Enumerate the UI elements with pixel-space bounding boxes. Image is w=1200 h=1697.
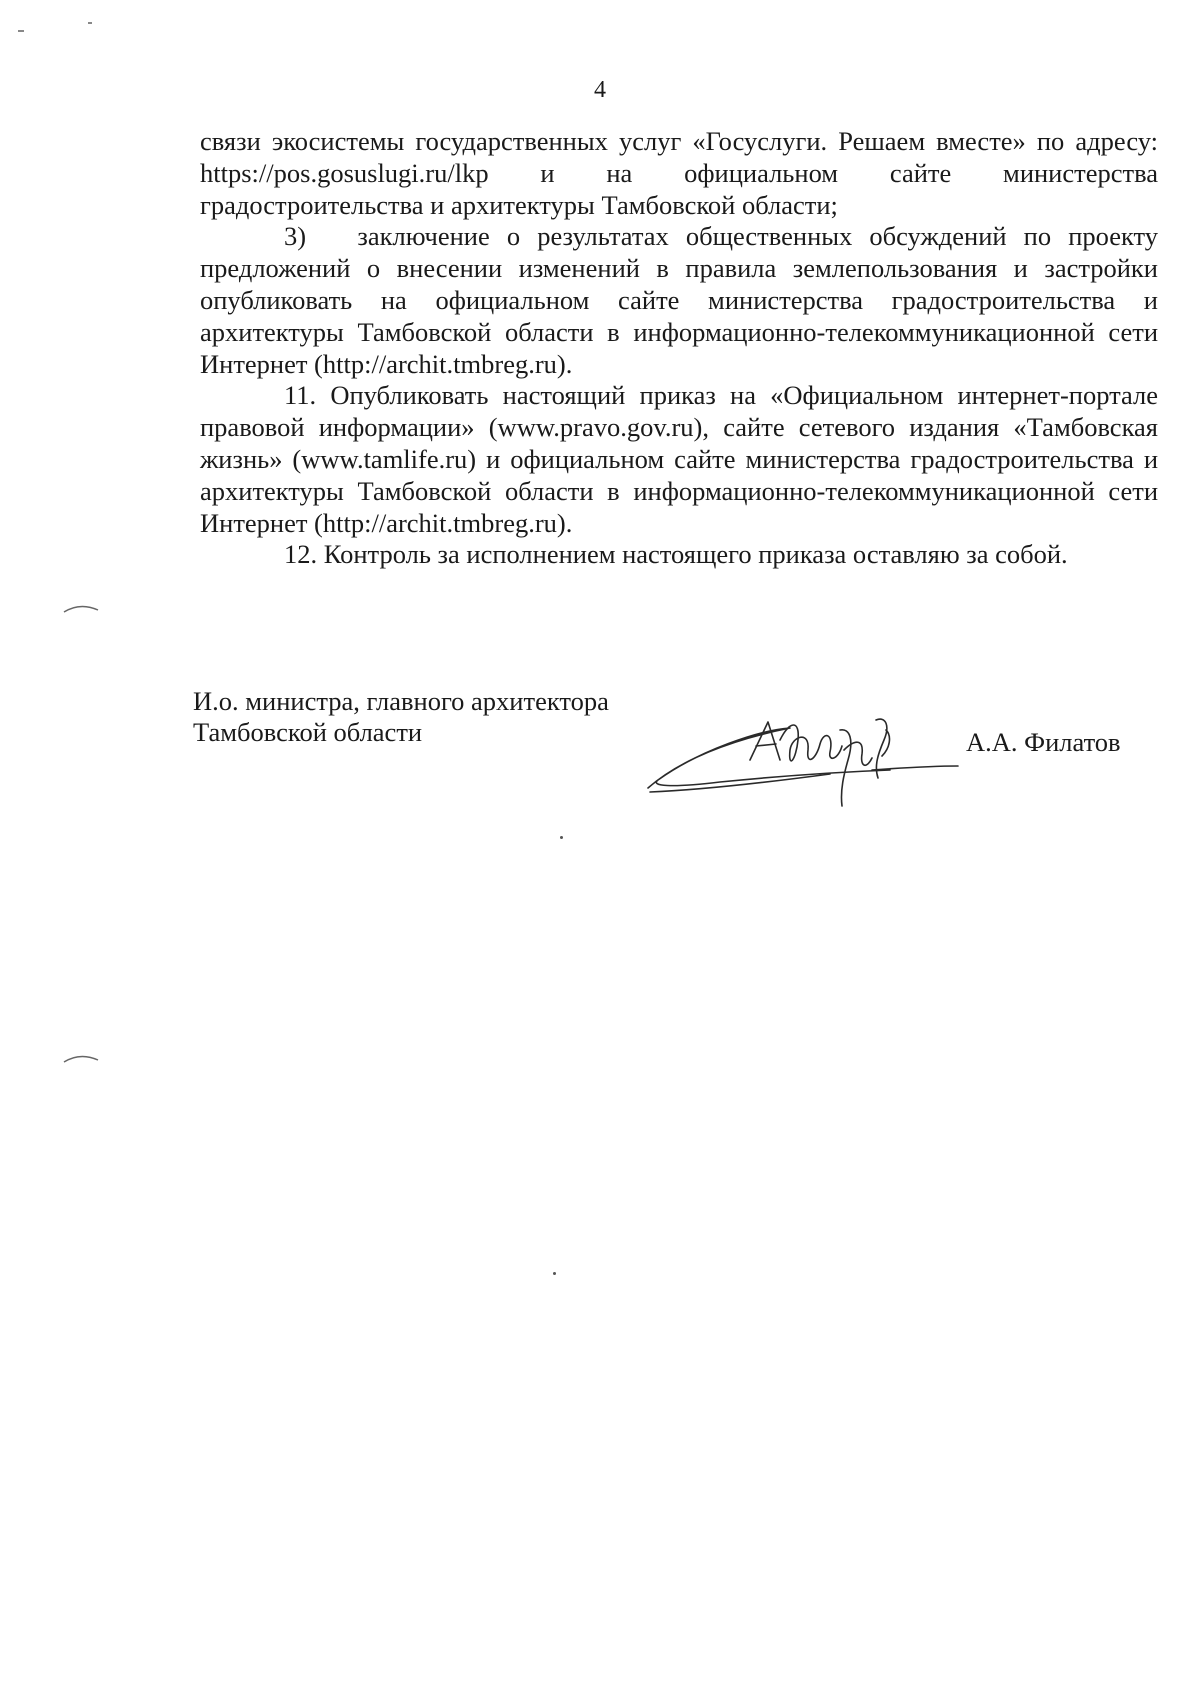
scan-speck: [560, 836, 563, 839]
scan-speck: [553, 1272, 556, 1275]
document-body: [200, 126, 1165, 571]
signatory-title: [193, 686, 609, 748]
page-number: 4: [594, 77, 606, 103]
punch-hole-mark-upper: [62, 600, 102, 620]
paragraph-continuation: связи экосистемы государственных услуг «Госуслуги. Решаем вместе» по адресу: https://pos.gosuslugi.ru/lkp и на официальном сайте министерства градостроительства и архитектуры Тамбовской области;: [200, 126, 1158, 220]
paragraph-item-3: 3) заключение о результатах общественных обсуждений по проекту предложений о внесении изменений в правила землепользования и застройки опубликовать на официальном сайте министерства градостроительства и архитектуры Тамбовской области в информационно-телекоммуникационной сети Интернет (http://archit.tmbreg.ru).: [200, 221, 1165, 379]
scan-mark-top-left-2: [88, 22, 92, 24]
paragraph-item-12: 12. Контроль за исполнением настоящего приказа оставляю за собой.: [284, 539, 1068, 570]
punch-hole-mark-lower: [62, 1050, 102, 1070]
signatory-title-line-2: Тамбовской области: [193, 717, 423, 747]
signatory-name: А.А. Филатов: [966, 727, 1121, 757]
scan-mark-top-left: [18, 30, 24, 32]
signatory-title-line-1: И.о. министра, главного архитектора: [193, 686, 609, 716]
handwritten-signature: [640, 700, 980, 810]
paragraph-item-11: 11. Опубликовать настоящий приказ на «Официальном интернет-портале правовой информации» (www.pravo.gov.ru), сайте сетевого издания «Тамбовская жизнь» (www.tamlife.ru) и официальном сайте министерства градостроительства и архитектуры Тамбовской области в информационно-телекоммуникационной сети Интернет (http://archit.tmbreg.ru).: [200, 380, 1158, 538]
